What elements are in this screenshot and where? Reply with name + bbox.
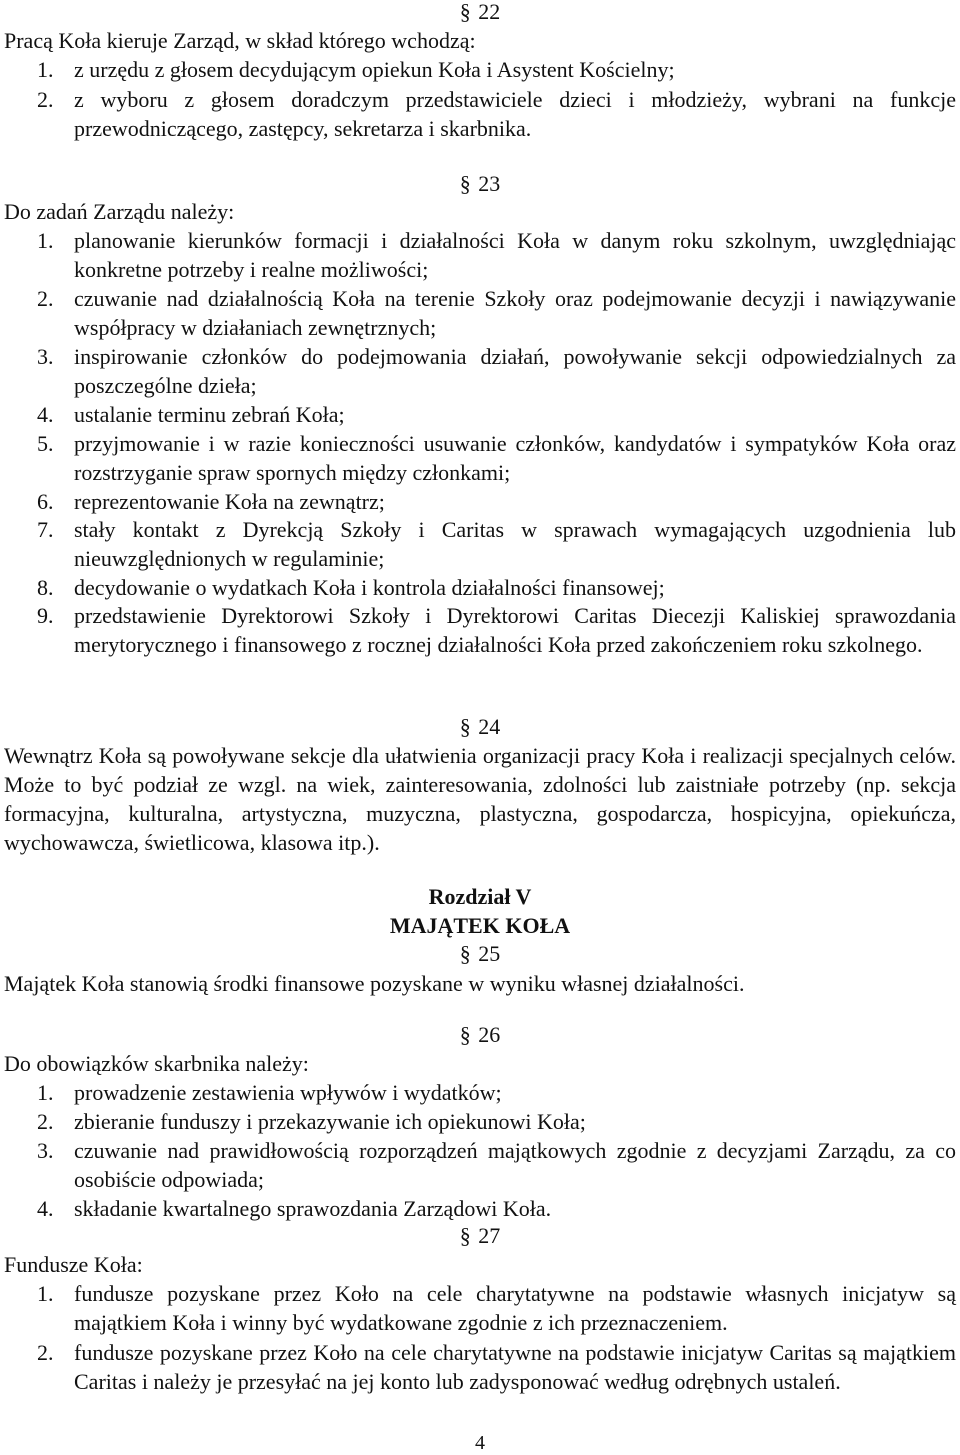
section-25-text: Majątek Koła stanowią środki finansowe pozyskane w wyniku własnej działalności. (4, 971, 745, 996)
item-number: 3. (37, 344, 54, 369)
section-27-intro: Fundusze Koła: (4, 1252, 143, 1277)
item-number: 1. (37, 1080, 54, 1105)
page-number: 4 (475, 1432, 485, 1454)
section-number: 23 (478, 171, 501, 196)
item-number: 5. (37, 431, 54, 456)
section-heading-26 (0, 1021, 960, 1049)
item-text: inspirowanie członków do podejmowania działań, powoływanie sekcji odpowiedzialnych za poszczególne dzieła; (74, 344, 956, 398)
item-number: 1. (37, 228, 54, 253)
section-heading-27 (0, 1222, 960, 1250)
section-number: 24 (478, 714, 501, 739)
chapter-label: Rozdział V (428, 884, 532, 909)
item-text: reprezentowanie Koła na zewnątrz; (74, 489, 385, 514)
section-24-text: Wewnątrz Koła są powoływane sekcje dla ułatwienia organizacji pracy Koła i realizacji specjalnych celów. Może to być podział ze wzgl. na wiek, zainteresowania, zdolności lub zaistniałe potrzeby (np. sekcja formacyjna, kulturalna, artystyczna, muzyczna, plastyczna, gospodarcza, hospicyjna, opiekuńcza, wychowawcza, świetlicowa, klasowa itp.). (4, 743, 956, 855)
item-number: 1. (37, 1281, 54, 1306)
item-text: ustalanie terminu zebrań Koła; (74, 402, 345, 427)
item-text: prowadzenie zestawienia wpływów i wydatków; (74, 1080, 502, 1105)
item-text: czuwanie nad prawidłowością rozporządzeń majątkowych zgodnie z decyzjami Zarządu, za co osobiście odpowiada; (74, 1138, 956, 1192)
section-heading-23 (0, 170, 960, 198)
item-number: 8. (37, 575, 54, 600)
item-number: 4. (37, 1196, 54, 1221)
section-heading-25 (0, 940, 960, 968)
item-text: planowanie kierunków formacji i działalności Koła w danym roku szkolnym, uwzględniając konkretne potrzeby i realne możliwości; (74, 228, 956, 282)
item-text: z wyboru z głosem doradczym przedstawiciele dzieci i młodzieży, wybrani na funkcje przewodniczącego, zastępcy, sekretarza i skarbnika. (74, 87, 956, 141)
item-text: z urzędu z głosem decydującym opiekun Koła i Asystent Kościelny; (74, 57, 675, 82)
item-text: fundusze pozyskane przez Koło na cele charytatywne na podstawie inicjatyw Caritas są majątkiem Caritas i należy je przesyłać na jej konto lub zadysponować według odrębnych ustaleń. (74, 1340, 956, 1394)
section-heading-24 (0, 713, 960, 741)
item-number: 2. (37, 1109, 54, 1134)
item-text: stały kontakt z Dyrekcją Szkoły i Caritas w sprawach wymagających uzgodnienia lub nieuwzględnionych w regulaminie; (74, 517, 956, 571)
item-text: decydowanie o wydatkach Koła i kontrola działalności finansowej; (74, 575, 665, 600)
section-number: 26 (478, 1022, 501, 1047)
section-22-intro: Pracą Koła kieruje Zarząd, w skład którego wchodzą: (4, 28, 476, 53)
item-text: składanie kwartalnego sprawozdania Zarządowi Koła. (74, 1196, 552, 1221)
item-text: fundusze pozyskane przez Koło na cele charytatywne na podstawie własnych inicjatyw są majątkiem Koła i winny być wydatkowane zgodnie z ich przeznaczeniem. (74, 1281, 956, 1335)
item-number: 2. (37, 286, 54, 311)
section-23-intro: Do zadań Zarządu należy: (4, 199, 235, 224)
item-number: 2. (37, 1340, 54, 1365)
item-number: 9. (37, 603, 54, 628)
item-number: 4. (37, 402, 54, 427)
section-26-intro: Do obowiązków skarbnika należy: (4, 1051, 309, 1076)
item-number: 3. (37, 1138, 54, 1163)
section-symbol: § (459, 714, 471, 739)
section-number: 22 (478, 0, 501, 24)
item-text: czuwanie nad działalnością Koła na terenie Szkoły oraz podejmowanie decyzji i nawiązywanie współpracy w działaniach zewnętrznych; (74, 286, 956, 340)
item-text: zbieranie funduszy i przekazywanie ich opiekunowi Koła; (74, 1109, 586, 1134)
chapter-title: MAJĄTEK KOŁA (389, 913, 571, 938)
section-symbol: § (459, 171, 471, 196)
section-number: 25 (478, 941, 501, 966)
item-text: przedstawienie Dyrektorowi Szkoły i Dyrektorowi Caritas Diecezji Kaliskiej sprawozdania merytorycznego i finansowego z rocznej działalności Koła przed zakończeniem roku szkolnego. (74, 603, 956, 657)
item-number: 1. (37, 57, 54, 82)
section-symbol: § (459, 941, 471, 966)
item-number: 7. (37, 517, 54, 542)
section-symbol: § (459, 0, 471, 24)
section-number: 27 (478, 1223, 501, 1248)
item-number: 2. (37, 87, 54, 112)
item-number: 6. (37, 489, 54, 514)
item-text: przyjmowanie i w razie konieczności usuwanie członków, kandydatów i sympatyków Koła oraz rozstrzyganie spraw spornych między członkami; (74, 431, 956, 485)
section-heading-22 (0, 0, 960, 26)
section-symbol: § (459, 1022, 471, 1047)
section-symbol: § (459, 1223, 471, 1248)
